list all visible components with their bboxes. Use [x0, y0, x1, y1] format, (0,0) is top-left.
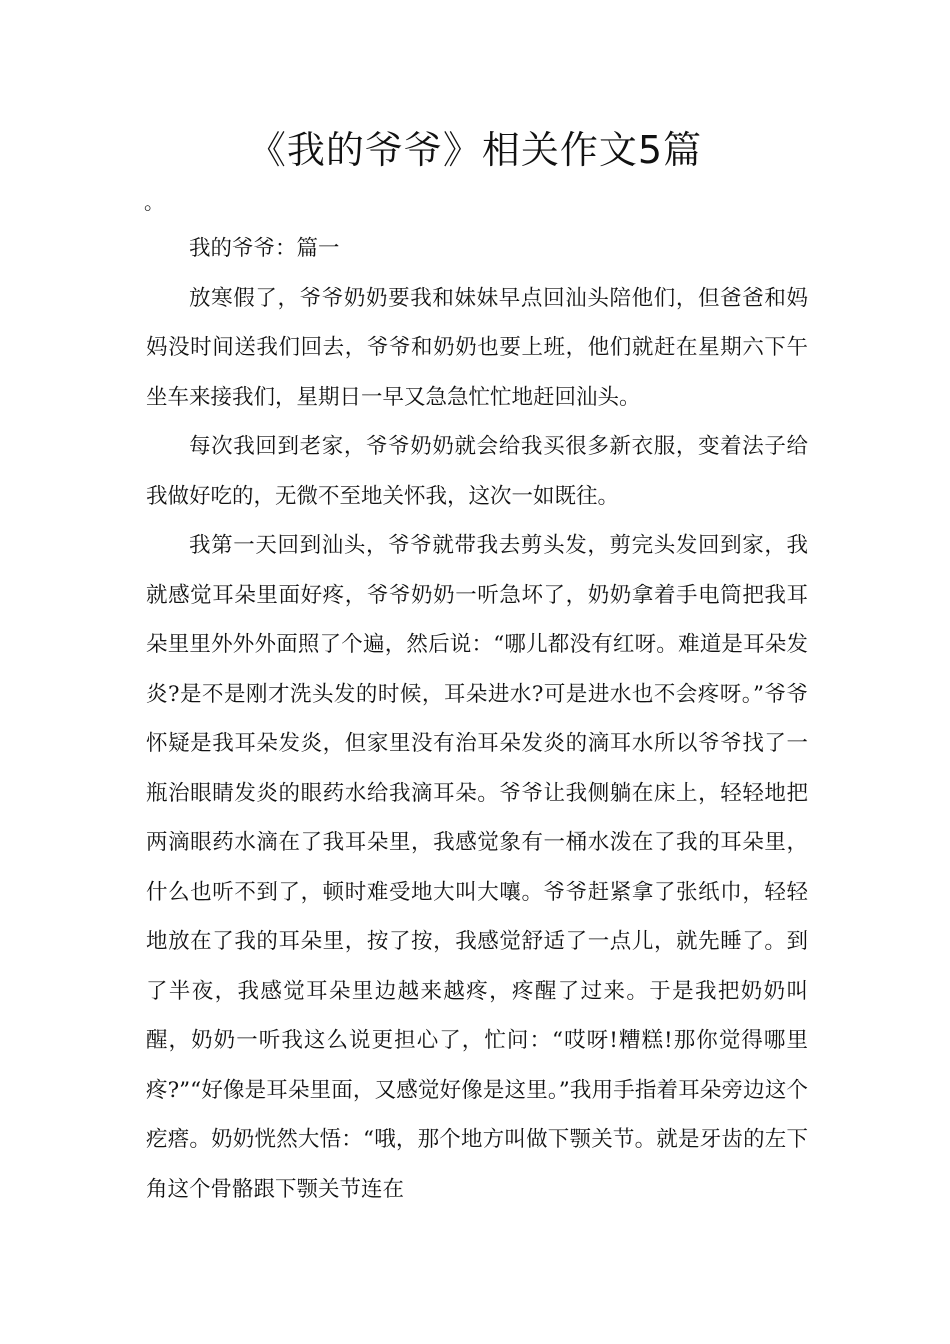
section-heading: 我的爷爷：篇一	[189, 236, 340, 261]
paragraph: 我第一天回到汕头，爷爷就带我去剪头发，剪完头发回到家，我就感觉耳朵里面好疼，爷爷奶奶一听急坏了，奶奶拿着手电筒把我耳朵里里外外外面照了个遍，然后说：“哪儿都没有红呀。难道是耳朵发炎?是不是刚才洗头发的时候，耳朵进水?可是进水也不会疼呀。”爷爷怀疑是我耳朵发炎，但家里没有治耳朵发炎的滴耳水所以爷爷找了一瓶治眼睛发炎的眼药水给我滴耳朵。爷爷让我侧躺在床上，轻轻地把两滴眼药水滴在了我耳朵里，我感觉象有一桶水泼在了我的耳朵里，什么也听不到了，顿时难受地大叫大嚷。爷爷赶紧拿了张纸巾，轻轻地放在了我的耳朵里，按了按，我感觉舒适了一点儿，就先睡了。到了半夜，我感觉耳朵里边越来越疼，疼醒了过来。于是我把奶奶叫醒，奶奶一听我这么说更担心了，忙问：“哎呀!糟糕!那你觉得哪里疼?”“好像是耳朵里面，又感觉好像是这里。”我用手指着耳朵旁边这个疙瘩。奶奶恍然大悟：“哦，那个地方叫做下颚关节。就是牙齿的左下角这个骨骼跟下颚关节连在	[146, 533, 808, 1202]
lead-mark: 。	[144, 190, 164, 214]
paragraph: 放寒假了，爷爷奶奶要我和妹妹早点回汕头陪他们，但爸爸和妈妈没时间送我们回去，爷爷和奶奶也要上班，他们就赶在星期六下午坐车来接我们，星期日一早又急急忙忙地赶回汕头。	[146, 285, 808, 410]
paragraph: 每次我回到老家，爷爷奶奶就会给我买很多新衣服，变着法子给我做好吃的，无微不至地关怀我，这次一如既往。	[146, 434, 808, 509]
document-body	[146, 224, 808, 1214]
document-title: 《我的爷爷》相关作文5篇	[247, 128, 703, 172]
